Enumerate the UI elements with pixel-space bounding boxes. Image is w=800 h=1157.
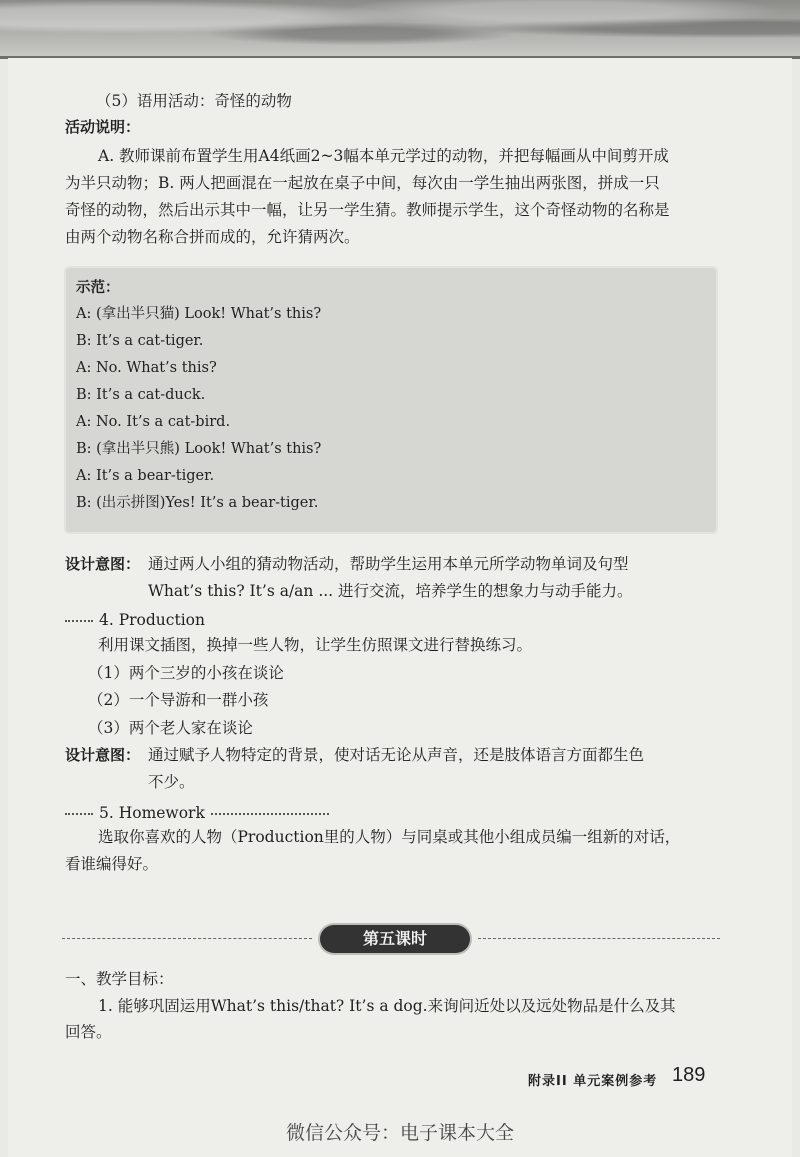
page [8,58,792,1157]
goal-text: 1. 能够巩固运用What’s this/that? It’s a dog.来询问近处以及远处物品是什么及其 [98,997,676,1015]
dotted-rule [65,620,93,622]
footer-section-label: 附录II 单元案例参考 [528,1074,658,1089]
intent-label: 设计意图： [65,555,141,573]
production-heading: 4. Production [65,609,205,631]
activity-desc-line: A. 教师课前布置学生用A4纸画2~3幅本单元学过的动物，并把每幅画从中间剪开成 [98,147,669,165]
activity-desc-line: 由两个动物名称合拼而成的，允许猜两次。 [65,228,360,246]
activity-heading: （5）语用活动：奇怪的动物 [96,92,292,110]
goal-text: 回答。 [65,1023,112,1041]
intent-label: 设计意图： [65,746,141,764]
homework-text: 看谁编得好。 [65,855,159,873]
intent-text: What’s this? It’s a/an ... 进行交流，培养学生的想象力与动手能力。 [148,582,633,600]
lesson-title-badge: 第五课时 [320,925,470,953]
production-item: （2）一个导游和一群小孩 [88,691,269,709]
goals-label: 一、教学目标： [65,970,174,988]
dotted-rule [211,813,329,815]
demo-dialogue-line: B: (拿出半只熊) Look! What’s this? [76,441,322,457]
dotted-rule [65,813,93,815]
homework-heading: 5. Homework [65,802,329,824]
demo-label: 示范： [76,280,120,296]
demo-dialogue-line: A: No. What’s this? [76,360,217,376]
demo-dialogue-line: A: (拿出半只猫) Look! What’s this? [76,306,322,322]
page-number: 189 [672,1064,706,1086]
section-divider [62,938,312,939]
production-intro: 利用课文插图，换掉一些人物，让学生仿照课文进行替换练习。 [98,636,533,654]
demo-box [64,266,718,534]
intent-text: 通过赋予人物特定的背景，使对话无论从声音，还是肢体语言方面都生色 [148,746,645,764]
section-divider [478,938,720,939]
production-item: （1）两个三岁的小孩在谈论 [88,664,284,682]
demo-dialogue-line: A: It’s a bear-tiger. [76,468,215,484]
demo-dialogue-line: B: It’s a cat-duck. [76,387,206,403]
demo-dialogue-line: B: It’s a cat-tiger. [76,333,204,349]
demo-dialogue-line: B: (出示拼图)Yes! It’s a bear-tiger. [76,495,319,511]
intent-text: 通过两人小组的猜动物活动，帮助学生运用本单元所学动物单词及句型 [148,555,629,573]
activity-desc-line: 为半只动物；B. 两人把画混在一起放在桌子中间，每次由一学生抽出两张图，拼成一只 [65,174,660,192]
watermark-text: 微信公众号：电子课本大全 [285,1122,514,1144]
intent-text: 不少。 [148,773,195,791]
activity-desc-label: 活动说明： [65,118,141,136]
activity-desc-line: 奇怪的动物，然后出示其中一幅，让另一学生猜。教师提示学生，这个奇怪动物的名称是 [65,201,670,219]
homework-text: 选取你喜欢的人物（Production里的人物）与同桌或其他小组成员编一组新的对话， [98,828,681,846]
header-illustration-banner [0,0,800,59]
demo-dialogue-line: A: No. It’s a cat-bird. [76,414,231,430]
production-item: （3）两个老人家在谈论 [88,719,253,737]
